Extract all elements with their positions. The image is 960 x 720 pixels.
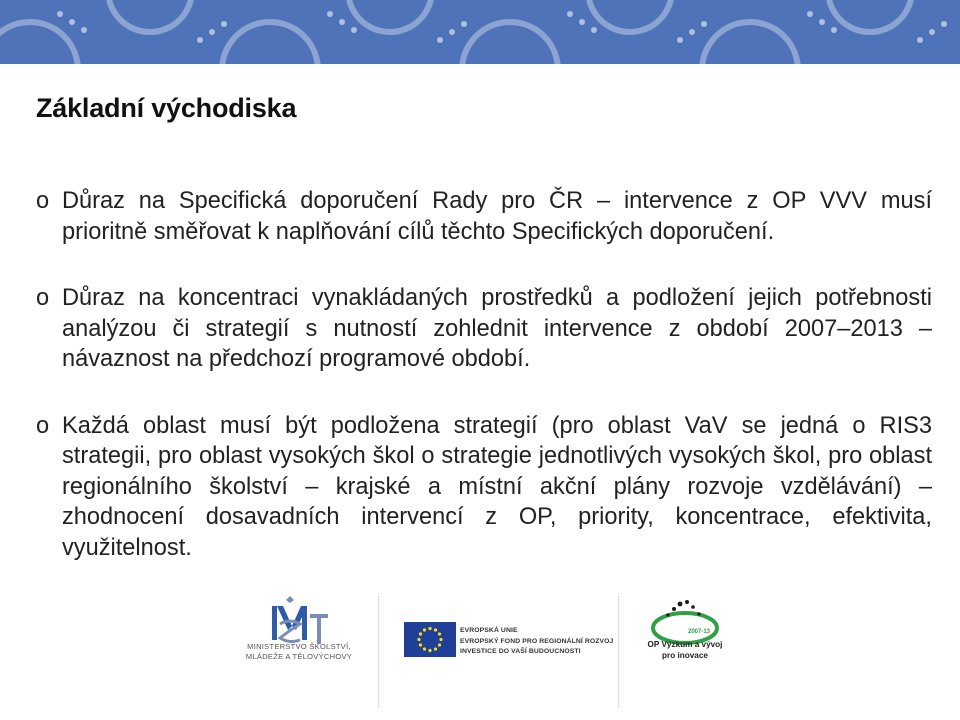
eu-flag-icon (404, 622, 456, 657)
msmt-caption-line1: MINISTERSTVO ŠKOLSTVÍ, (247, 642, 351, 651)
logo-divider (618, 596, 619, 708)
bullet-list (36, 186, 932, 563)
bullet-text: Důraz na Specifická doporučení Rady pro ČR – intervence z OP VVV musí prioritně směřovat k naplňování cílů těchto Specifických doporučení. (62, 188, 932, 245)
bullet-item (36, 283, 932, 375)
header-pattern-icon (0, 0, 960, 64)
op-line2: pro inovace (662, 650, 708, 660)
op-years-label: 2007-13 (688, 629, 711, 635)
funding-logos-strip (212, 582, 748, 720)
eu-line2: EVROPSKÝ FOND PRO REGIONÁLNÍ ROZVOJ (460, 637, 614, 645)
logo-divider (378, 596, 379, 708)
bullet-item (36, 186, 932, 247)
bullet-marker: o (36, 285, 50, 311)
op-line1: OP Výzkum a vývoj (647, 640, 723, 649)
bullet-marker: o (36, 188, 50, 214)
eu-line3: INVESTICE DO VAŠÍ BUDOUCNOSTI (460, 648, 581, 656)
header-decoration-band (0, 0, 960, 64)
msmt-caption-line2: MLÁDEŽE A TĚLOVÝCHOVY (245, 651, 353, 661)
bullet-item (36, 411, 932, 564)
bullet-text: Každá oblast musí být podložena strategií (pro oblast VaV se jedná o RIS3 strategii, pro oblast vysokých škol o strategie jednotlivých vysokých škol, pro oblast regionálního školství – krajské a místní akční plány rozvoje vzdělávání) – zhodnocení dosavadních intervencí z OP, priority, koncentrace, efektivita, využitelnost. (62, 412, 932, 561)
slide-title: Základní východiska (36, 93, 297, 123)
op-caption (640, 640, 730, 661)
bullet-marker: o (36, 412, 50, 439)
eu-text-block (460, 626, 630, 658)
msmt-caption (236, 642, 362, 661)
bullet-text: Důraz na koncentraci vynakládaných prostředků a podložení jejich potřebnosti analýzou či strategií s nutností zohlednit intervence z období 2007–2013 – návaznost na předchozí programové období. (62, 285, 932, 372)
eu-line1: EVROPSKÁ UNIE (460, 627, 518, 634)
